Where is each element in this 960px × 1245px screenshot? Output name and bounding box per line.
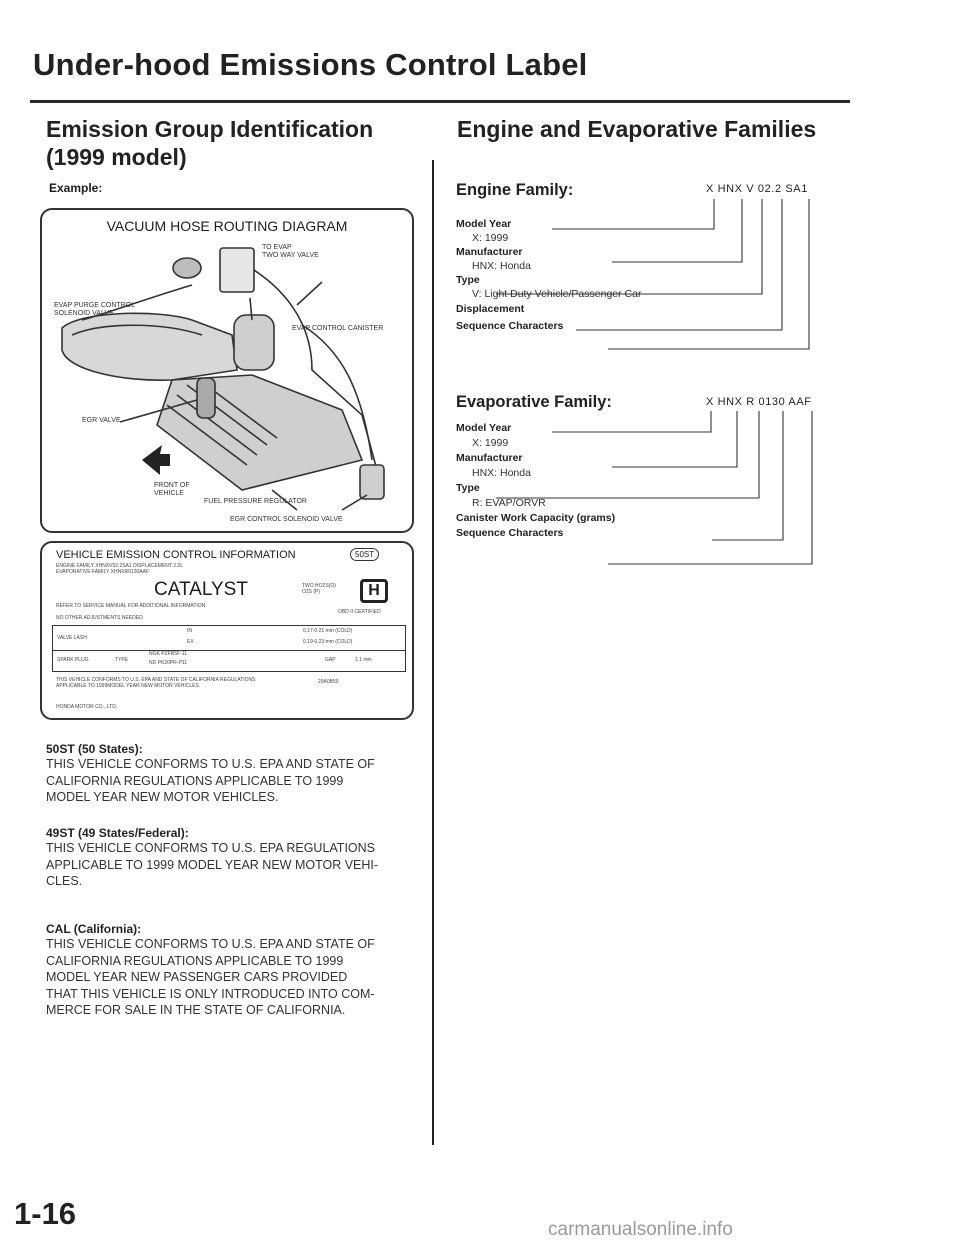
purge-valve-label: EVAP PURGE CONTROL SOLENOID VALVE — [54, 302, 136, 317]
service-reference: REFER TO SERVICE MANUAL FOR ADDITIONAL INFORMATION — [56, 603, 206, 609]
to-evap-label: TO EVAP TWO WAY VALVE — [262, 244, 319, 259]
spark-plug-row: SPARK PLUG TYPE NGK PZFR5F-11 ND PK20PR-P11 GAP 1.1 mm — [52, 649, 406, 672]
heading-line-1: Emission Group Identification — [46, 116, 374, 142]
label-part-number: 29A0B50 — [318, 679, 339, 685]
row-value: V: Light Duty Vehicle/Passenger Car — [472, 288, 642, 300]
note-line: MODEL YEAR NEW PASSENGER CARS PROVIDED — [46, 970, 348, 984]
egr-solenoid-label: EGR CONTROL SOLENOID VALVE — [230, 516, 343, 523]
note-label: 50ST (50 States): — [46, 742, 143, 756]
engine-family-code: X HNX V 02.2 SA1 — [706, 183, 808, 195]
row-label: Manufacturer — [456, 246, 523, 258]
card-title: VEHICLE EMISSION CONTROL INFORMATION — [56, 549, 296, 561]
conformity-statement: THIS VEHICLE CONFORMS TO U.S. EPA AND STATE OF CALIFORNIA REGULATIONS APPLICABLE TO 1999MODEL YEAR NEW MOTOR VEHICLES. — [56, 677, 256, 689]
engine-family-breakdown — [456, 218, 641, 332]
front-of-vehicle-label: FRONT OF VEHICLE — [154, 482, 190, 497]
note-line: CALIFORNIA REGULATIONS APPLICABLE TO 1999 — [46, 953, 344, 968]
watermark: carmanualsonline.info — [548, 1219, 733, 1240]
engine-family-line: ENGINE FAMILY XHNXV02.2SA1 DISPLACEMENT 2.2L — [56, 563, 183, 569]
diagram-title: VACUUM HOSE ROUTING DIAGRAM — [106, 218, 348, 234]
row-value: HNX: Honda — [472, 260, 531, 272]
evap-family-code: X HNX R 0130 AAF — [706, 396, 812, 408]
fuel-regulator-label: FUEL PRESSURE REGULATOR — [204, 498, 307, 505]
note-label: CAL (California): — [46, 922, 142, 936]
note-line: CLES. — [46, 874, 83, 888]
valve-lash-row: VALVE LASH IN EX 0.17-0.21 mm (COLD) 0.19-0.23 mm (COLD) — [52, 625, 406, 651]
example-label: Example: — [49, 181, 103, 195]
engine-family-title: Engine Family: — [456, 181, 574, 199]
row-label: Sequence Characters — [456, 320, 564, 332]
note-line: CALIFORNIA REGULATIONS APPLICABLE TO 1999 — [46, 773, 344, 788]
catalyst-label: CATALYST — [154, 579, 248, 600]
row-value: X: 1999 — [472, 232, 509, 244]
note-line: THIS VEHICLE CONFORMS TO U.S. EPA AND STATE OF — [46, 937, 375, 951]
note-line: THIS VEHICLE CONFORMS TO U.S. EPA REGULATIONS — [46, 841, 375, 855]
note-line: THIS VEHICLE CONFORMS TO U.S. EPA AND STATE OF — [46, 757, 375, 771]
row-label: Displacement — [456, 303, 525, 315]
fifty-state-badge: 50ST — [350, 548, 379, 561]
note-line: THAT THIS VEHICLE IS ONLY INTRODUCED INTO COM- — [46, 986, 375, 1001]
manufacturer-line: HONDA MOTOR CO., LTD. — [56, 704, 118, 710]
row-value: HNX: Honda — [472, 467, 531, 479]
canister-label: EVAP CONTROL CANISTER — [292, 325, 384, 332]
note-line: APPLICABLE TO 1999 MODEL YEAR NEW MOTOR VEHI- — [46, 857, 379, 872]
note-line: MODEL YEAR NEW MOTOR VEHICLES. — [46, 790, 279, 804]
evap-family-title: Evaporative Family: — [456, 393, 612, 411]
page-number: 1-16 — [14, 1196, 77, 1231]
evap-family-breakdown — [456, 422, 615, 539]
row-value: R: EVAP/ORVR — [472, 497, 546, 509]
row-label: Model Year — [456, 218, 512, 230]
row-label: Sequence Characters — [456, 527, 564, 539]
row-label: Manufacturer — [456, 452, 523, 464]
note-line: MERCE FOR SALE IN THE STATE OF CALIFORNIA. — [46, 1003, 346, 1017]
no-other-adjustments: NO OTHER ADJUSTMENTS NEEDED — [56, 615, 143, 621]
obd-certified: OBD II CERTIFIED — [338, 609, 381, 615]
row-value: X: 1999 — [472, 437, 509, 449]
honda-logo: H — [360, 579, 388, 603]
row-label: Canister Work Capacity (grams) — [456, 512, 616, 524]
evap-family-line: EVAPORATIVE FAMILY XHNXR0130AAF — [56, 569, 149, 575]
oxygen-sensor-label: TWO HO2S(O) O2S (P) — [302, 583, 336, 595]
egr-valve-label: EGR VALVE — [82, 417, 121, 424]
page-title: Under-hood Emissions Control Label — [33, 47, 588, 82]
row-label: Type — [456, 482, 480, 494]
families-heading: Engine and Evaporative Families — [457, 116, 817, 142]
note-label: 49ST (49 States/Federal): — [46, 826, 189, 840]
heading-line-2: (1999 model) — [46, 144, 187, 170]
row-label: Model Year — [456, 422, 512, 434]
row-label: Type — [456, 274, 480, 286]
